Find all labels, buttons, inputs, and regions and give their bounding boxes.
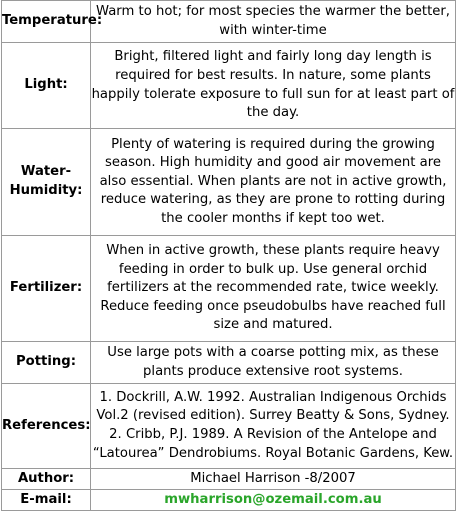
light-line: Bright, filtered light and fairly long day length is xyxy=(114,49,432,65)
light-row xyxy=(2,43,456,129)
water-humidity-line: also essential. When plants are not in active growth, xyxy=(99,173,447,189)
author-row xyxy=(2,469,456,490)
orchid-care-table xyxy=(1,0,456,511)
fertilizer-value xyxy=(91,236,456,342)
reference-line: 1. Dockrill, A.W. 1992. Australian Indigenous Orchids xyxy=(99,389,447,405)
references-row xyxy=(2,384,456,469)
fertilizer-line: size and matured. xyxy=(213,317,333,333)
reference-line: Vol.2 (revised edition). Surrey Beatty & Sons, Sydney. xyxy=(96,408,450,424)
fertilizer-line: fertilizers at the recommended rate, twice weekly. xyxy=(107,280,439,296)
temperature-label: Temperature: xyxy=(2,1,91,43)
water-humidity-line: reduce watering, as they are prone to rotting during xyxy=(100,192,446,208)
email-link[interactable]: mwharrison@ozemail.com.au xyxy=(164,491,382,507)
light-label: Light: xyxy=(2,43,91,129)
water-humidity-line: the cooler months if kept too wet. xyxy=(161,210,385,226)
fertilizer-line: When in active growth, these plants require heavy xyxy=(106,243,440,259)
potting-row xyxy=(2,342,456,384)
email-label: E-mail: xyxy=(2,490,91,511)
email-row xyxy=(2,490,456,511)
light-value xyxy=(91,43,456,129)
potting-line: plants produce extensive root systems. xyxy=(143,363,403,379)
light-line: happily tolerate exposure to full sun for at least part of xyxy=(91,86,455,102)
potting-value xyxy=(91,342,456,384)
water-humidity-label xyxy=(2,129,91,236)
fertilizer-line: Reduce feeding once pseudobulbs have reached full xyxy=(100,298,446,314)
potting-label: Potting: xyxy=(2,342,91,384)
water-humidity-row xyxy=(2,129,456,236)
references-value xyxy=(91,384,456,469)
water-humidity-label-line: Humidity: xyxy=(9,183,83,198)
water-humidity-line: season. High humidity and good air movement are xyxy=(105,155,441,171)
fertilizer-label: Fertilizer: xyxy=(2,236,91,342)
potting-line: Use large pots with a coarse potting mix, as these xyxy=(107,344,439,360)
temperature-row xyxy=(2,1,456,43)
temperature-line: with winter-time xyxy=(219,22,327,38)
reference-line: “Latourea” Dendrobiums. Royal Botanic Gardens, Kew. xyxy=(92,445,454,461)
email-value xyxy=(91,490,456,511)
reference-line: 2. Cribb, P.J. 1989. A Revision of the Antelope and xyxy=(109,427,437,442)
water-humidity-line: Plenty of watering is required during the growing xyxy=(111,136,435,152)
references-label: References: xyxy=(2,384,91,469)
light-line: required for best results. In nature, some plants xyxy=(115,67,431,83)
temperature-line: Warm to hot; for most species the warmer the better, xyxy=(96,3,450,19)
water-humidity-value xyxy=(91,129,456,236)
temperature-value xyxy=(91,1,456,43)
fertilizer-line: feeding in order to bulk up. Use general orchid xyxy=(118,261,428,277)
author-value: Michael Harrison -8/2007 xyxy=(91,469,456,490)
water-humidity-label-line: Water- xyxy=(20,164,72,180)
light-line: the day. xyxy=(246,105,300,121)
author-label: Author: xyxy=(2,469,91,490)
fertilizer-row xyxy=(2,236,456,342)
